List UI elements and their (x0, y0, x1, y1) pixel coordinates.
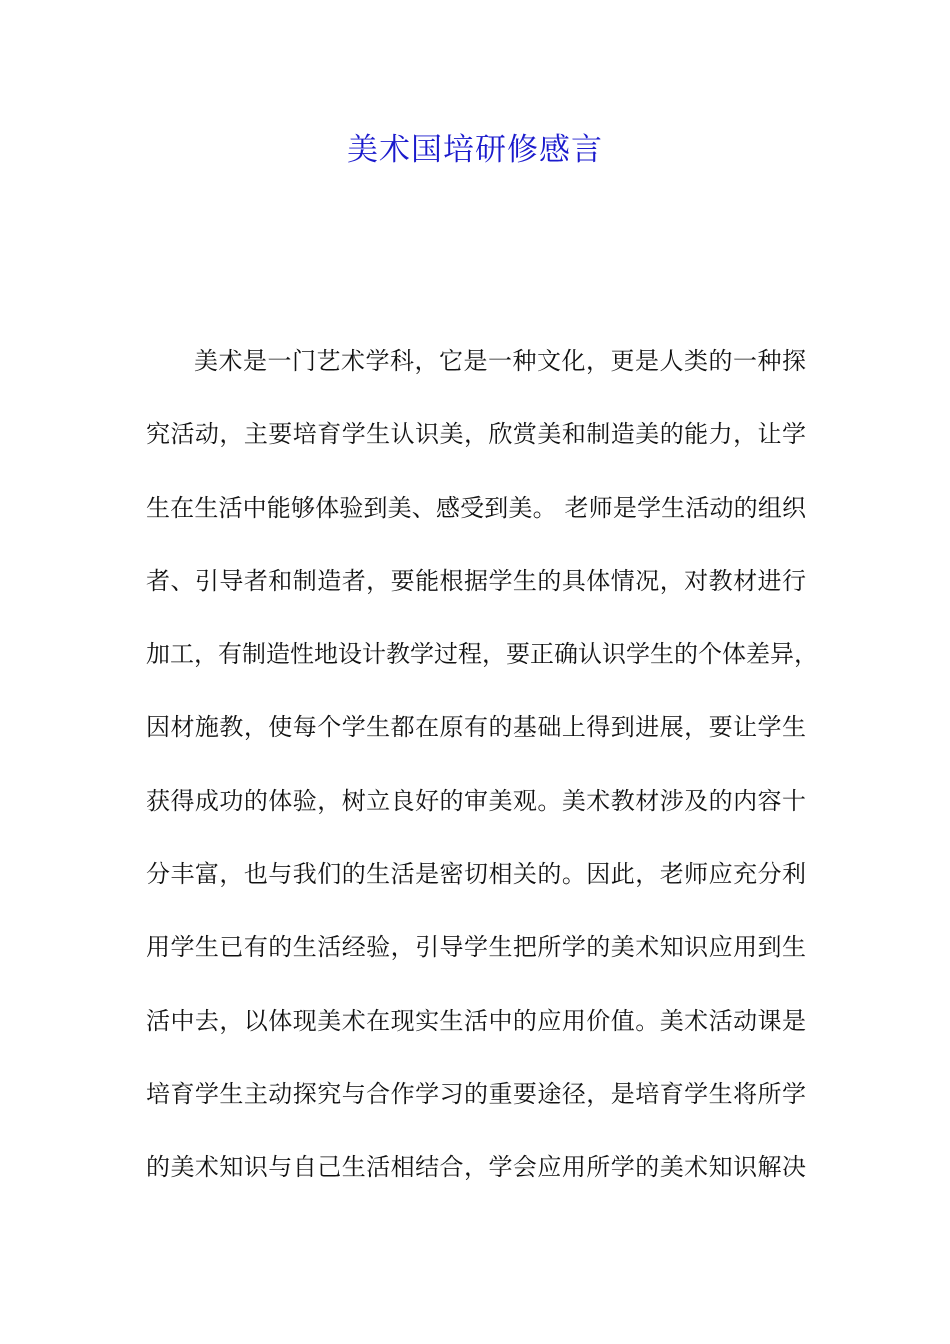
text-line: 培育学生主动探究与合作学习的重要途径，是培育学生将所学 (146, 1079, 806, 1108)
text-line: 分丰富，也与我们的生活是密切相关的。因此，老师应充分利 (146, 860, 806, 889)
text-line: 生在生活中能够体验到美、感受到美。 老师是学生活动的组织 (146, 493, 806, 522)
text-line: 活中去，以体现美术在现实生活中的应用价值。美术活动课是 (146, 1006, 806, 1035)
text-line: 用学生已有的生活经验，引导学生把所学的美术知识应用到生 (146, 933, 806, 962)
text-line: 加工，有制造性地设计教学过程，要正确认识学生的个体差异， (146, 640, 818, 669)
text-line: 究活动，主要培育学生认识美，欣赏美和制造美的能力，让学 (146, 420, 806, 449)
text-line: 美术是一门艺术学科，它是一种文化，更是人类的一种探 (194, 347, 806, 375)
text-line: 因材施教，使每个学生都在原有的基础上得到进展，要让学生 (146, 713, 806, 742)
text-line: 者、引导者和制造者，要能根据学生的具体情况，对教材进行 (146, 566, 806, 595)
text-line: 获得成功的体验，树立良好的审美观。美术教材涉及的内容十 (146, 786, 806, 815)
body-paragraph (146, 339, 818, 1219)
text-line: 的美术知识与自己生活相结合，学会应用所学的美术知识解决 (146, 1153, 806, 1182)
document-title: 美术国培研修感言 (347, 132, 603, 168)
